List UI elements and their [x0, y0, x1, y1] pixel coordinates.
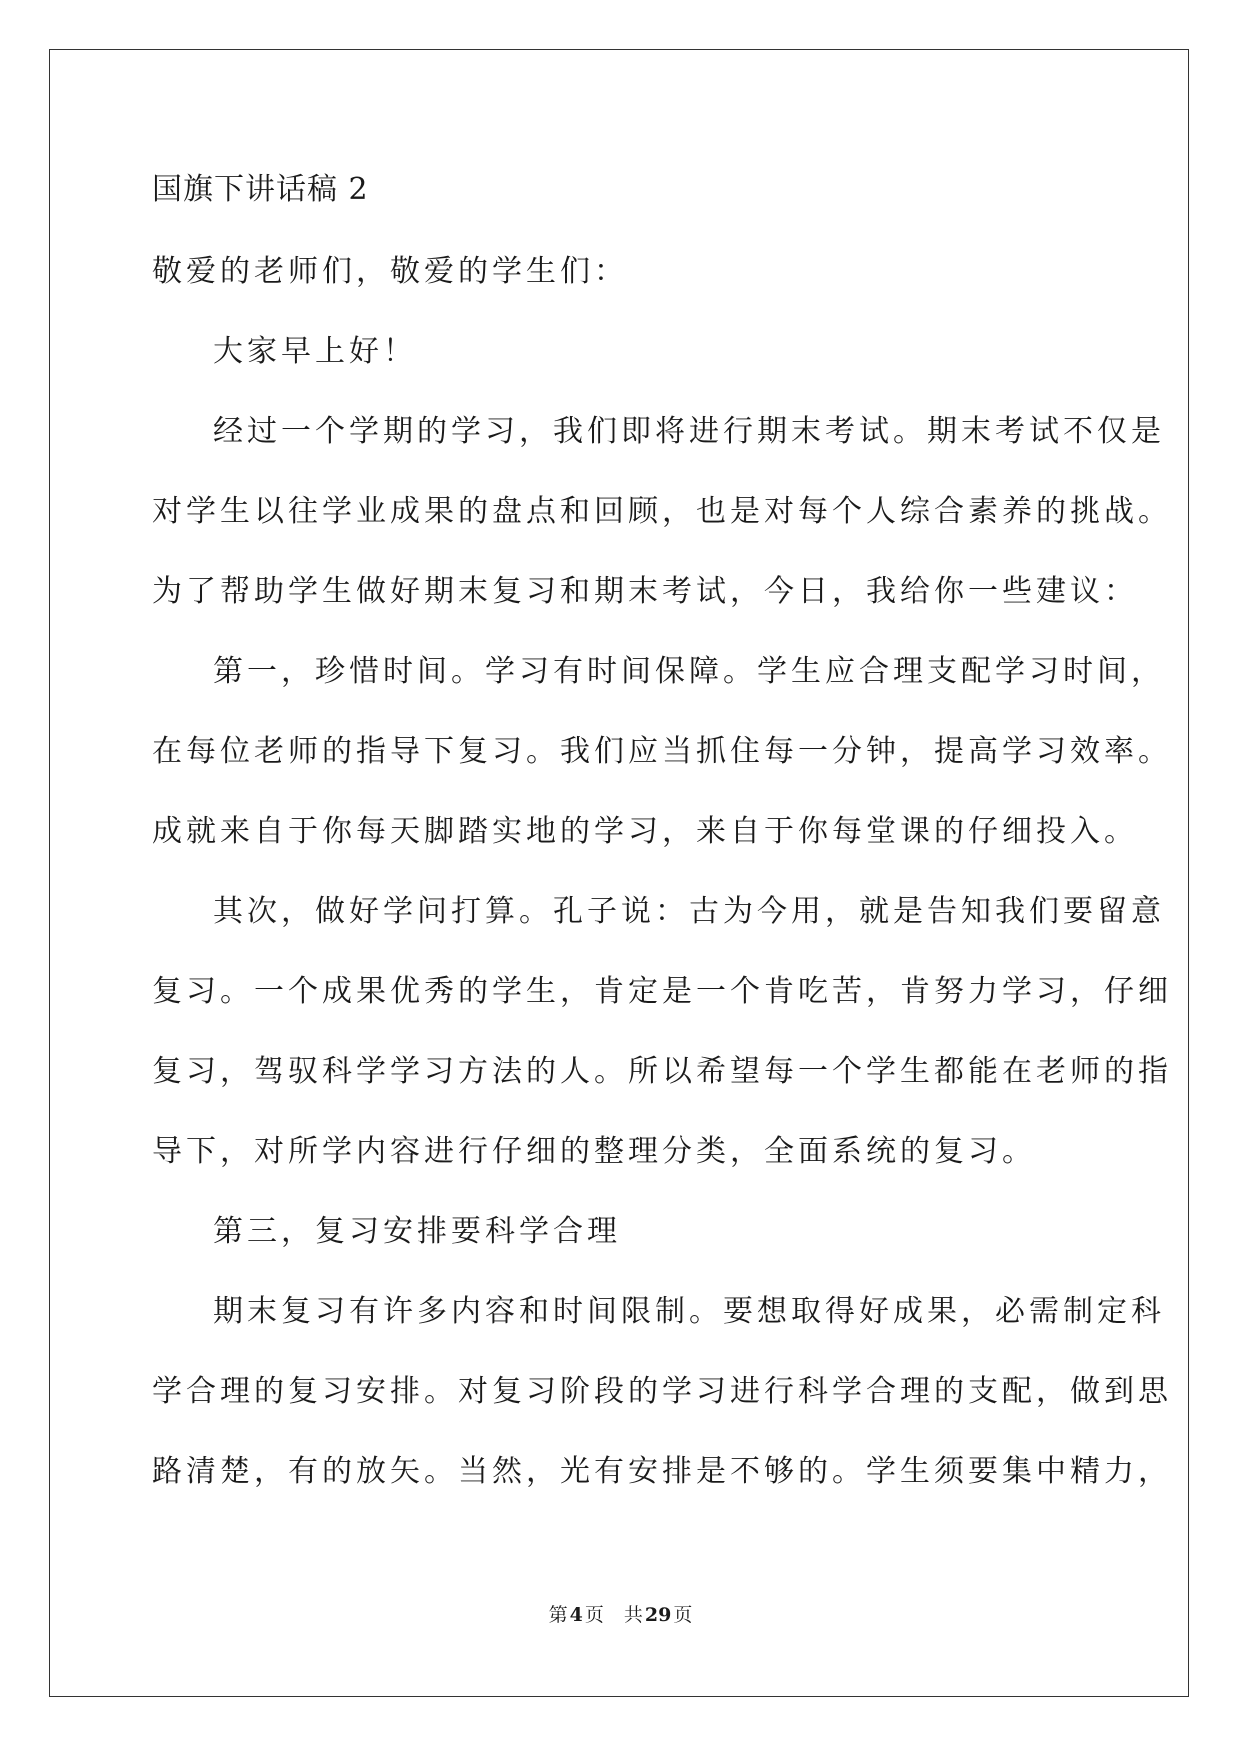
body-line: 第一，珍惜时间。学习有时间保障。学生应合理支配学习时间， [213, 654, 1165, 689]
page-number: 4 [569, 1604, 583, 1626]
page-footer [0, 1603, 1241, 1627]
body-line: 对学生以往学业成果的盘点和回顾，也是对每个人综合素养的挑战。 [152, 494, 1172, 529]
body-line: 成就来自于你每天脚踏实地的学习，来自于你每堂课的仔细投入。 [152, 814, 1138, 849]
body-line: 学合理的复习安排。对复习阶段的学习进行科学合理的支配，做到思 [152, 1374, 1172, 1409]
body-line: 复习，驾驭科学学习方法的人。所以希望每一个学生都能在老师的指 [152, 1054, 1172, 1089]
body-line: 其次，做好学问打算。孔子说：古为今用，就是告知我们要留意 [213, 894, 1165, 929]
total-suffix: 页 [673, 1604, 693, 1626]
body-line: 路清楚，有的放矢。当然，光有安排是不够的。学生须要集中精力， [152, 1454, 1172, 1489]
body-line: 导下，对所学内容进行仔细的整理分类，全面系统的复习。 [152, 1134, 1036, 1169]
page-border [49, 49, 1189, 1697]
body-line: 为了帮助学生做好期末复习和期末考试，今日，我给你一些建议： [152, 574, 1138, 609]
body-line: 期末复习有许多内容和时间限制。要想取得好成果，必需制定科 [213, 1294, 1165, 1329]
body-line: 经过一个学期的学习，我们即将进行期末考试。期末考试不仅是 [213, 414, 1165, 449]
salutation: 敬爱的老师们，敬爱的学生们： [152, 254, 628, 289]
document-title: 国旗下讲话稿 2 [152, 172, 369, 207]
body-line: 在每位老师的指导下复习。我们应当抓住每一分钟，提高学习效率。 [152, 734, 1172, 769]
page-suffix: 页 [584, 1604, 604, 1626]
total-prefix: 共 [623, 1604, 643, 1626]
page-prefix: 第 [548, 1604, 568, 1626]
body-line: 复习。一个成果优秀的学生，肯定是一个肯吃苦，肯努力学习，仔细 [152, 974, 1172, 1009]
greeting: 大家早上好！ [213, 334, 417, 369]
section-heading: 第三，复习安排要科学合理 [213, 1214, 621, 1249]
total-pages: 29 [644, 1604, 672, 1626]
